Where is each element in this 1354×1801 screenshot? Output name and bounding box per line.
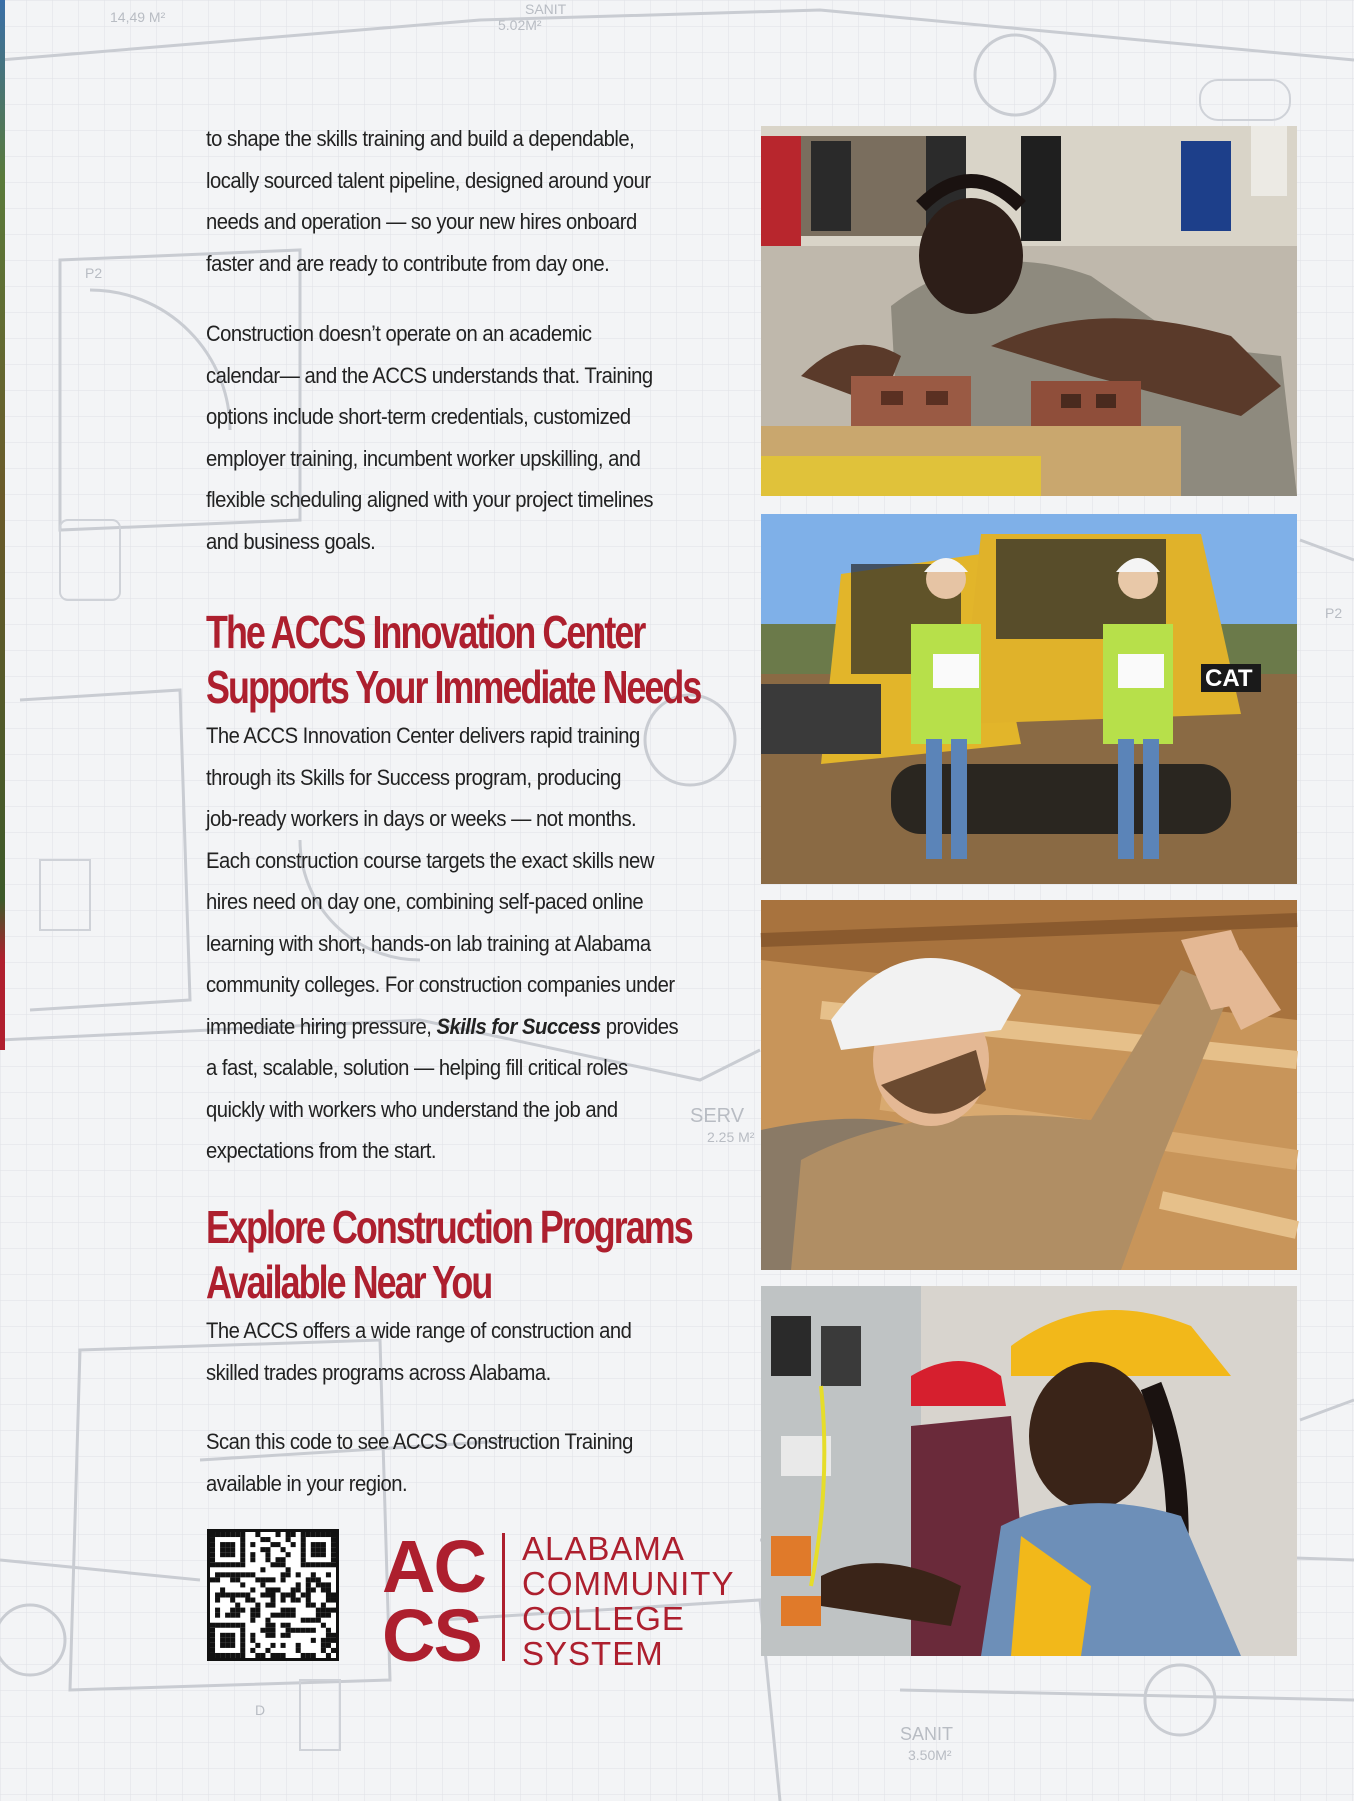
text-line: hires need on day one, combining self-paced online — [206, 889, 644, 914]
blueprint-label: D — [255, 1702, 266, 1718]
text-line: provides — [600, 1013, 679, 1039]
text-line: and business goals. — [206, 528, 376, 554]
excavator-brand: CAT — [1205, 665, 1253, 692]
intro-paragraph — [206, 118, 721, 284]
blueprint-label: 2.25 M² — [707, 1129, 755, 1145]
heading-line: Supports Your Immediate Needs — [206, 661, 701, 713]
blueprint-label: 14,49 M² — [110, 9, 166, 25]
blueprint-label: P2 — [1325, 605, 1343, 621]
explore-programs-heading — [206, 1200, 705, 1310]
text-line: available in your region. — [206, 1470, 408, 1496]
text-line: The ACCS Innovation Center delivers rapid training — [206, 723, 640, 748]
logo-name-line: ALABAMA — [522, 1530, 685, 1567]
text-line: faster and are ready to contribute from day one. — [206, 250, 610, 276]
photo-bricklaying — [761, 126, 1297, 496]
text-line: expectations from the start. — [206, 1138, 436, 1163]
logo-monogram-top: AC — [382, 1525, 485, 1608]
blueprint-label: 3.50M² — [908, 1747, 952, 1763]
text-line: a fast, scalable, solution — helping fill critical roles — [206, 1055, 628, 1080]
text-line: needs and operation — so your new hires onboard — [206, 209, 637, 234]
logo-divider — [502, 1533, 505, 1661]
text-line: Each construction course targets the exact skills new — [206, 847, 654, 873]
programs-paragraph — [206, 1310, 721, 1393]
innovation-center-paragraph — [206, 715, 721, 1172]
blueprint-label: 5.02M² — [498, 17, 542, 33]
photo-skid-steer-students — [761, 514, 1297, 884]
text-line: The ACCS offers a wide range of construction and — [206, 1318, 632, 1343]
qr-code[interactable] — [207, 1529, 339, 1661]
text-line: immediate hiring pressure, — [206, 1013, 437, 1039]
text-line: options include short-term credentials, customized — [206, 404, 631, 429]
innovation-center-heading — [206, 605, 705, 715]
adjacent-page-edge — [0, 0, 5, 1050]
blueprint-label: P2 — [85, 265, 103, 281]
logo-name-line: COLLEGE — [522, 1600, 685, 1637]
text-line: to shape the skills training and build a dependable, — [206, 126, 635, 151]
photo-electrical-panel-trainees — [761, 1286, 1297, 1656]
text-line: calendar— and the ACCS understands that. Training — [206, 362, 653, 388]
logo-monogram-bottom: CS — [382, 1594, 481, 1677]
program-name-emphasis: Skills for Success — [436, 1013, 601, 1039]
text-line: through its Skills for Success program, producing — [206, 764, 622, 790]
blueprint-label: SERV — [690, 1105, 745, 1127]
photo-electrician-ceiling — [761, 900, 1297, 1270]
schedule-paragraph — [206, 313, 721, 562]
logo-name-line: SYSTEM — [522, 1635, 664, 1672]
qr-code-icon — [210, 1532, 336, 1658]
scan-paragraph — [206, 1421, 721, 1504]
text-line: quickly with workers who understand the job and — [206, 1096, 618, 1122]
text-line: job-ready workers in days or weeks — not months. — [206, 806, 637, 831]
blueprint-label: SANIT — [900, 1724, 954, 1744]
text-line: skilled trades programs across Alabama. — [206, 1359, 551, 1385]
text-line: locally sourced talent pipeline, designed around your — [206, 167, 651, 193]
text-line: learning with short, hands-on lab training at Alabama — [206, 930, 651, 956]
text-line: community colleges. For construction companies under — [206, 972, 675, 997]
text-line: flexible scheduling aligned with your project timelines — [206, 487, 653, 512]
logo-name-line: COMMUNITY — [522, 1565, 735, 1602]
heading-line: Explore Construction Programs — [206, 1201, 692, 1253]
text-line: employer training, incumbent worker upskilling, and — [206, 445, 641, 471]
blueprint-label: SANIT — [525, 1, 567, 17]
heading-line: The ACCS Innovation Center — [206, 606, 645, 658]
text-line: Scan this code to see ACCS Construction Training — [206, 1429, 633, 1454]
heading-line: Available Near You — [206, 1256, 492, 1308]
text-line: Construction doesn’t operate on an academic — [206, 321, 592, 346]
accs-logo — [380, 1525, 735, 1677]
